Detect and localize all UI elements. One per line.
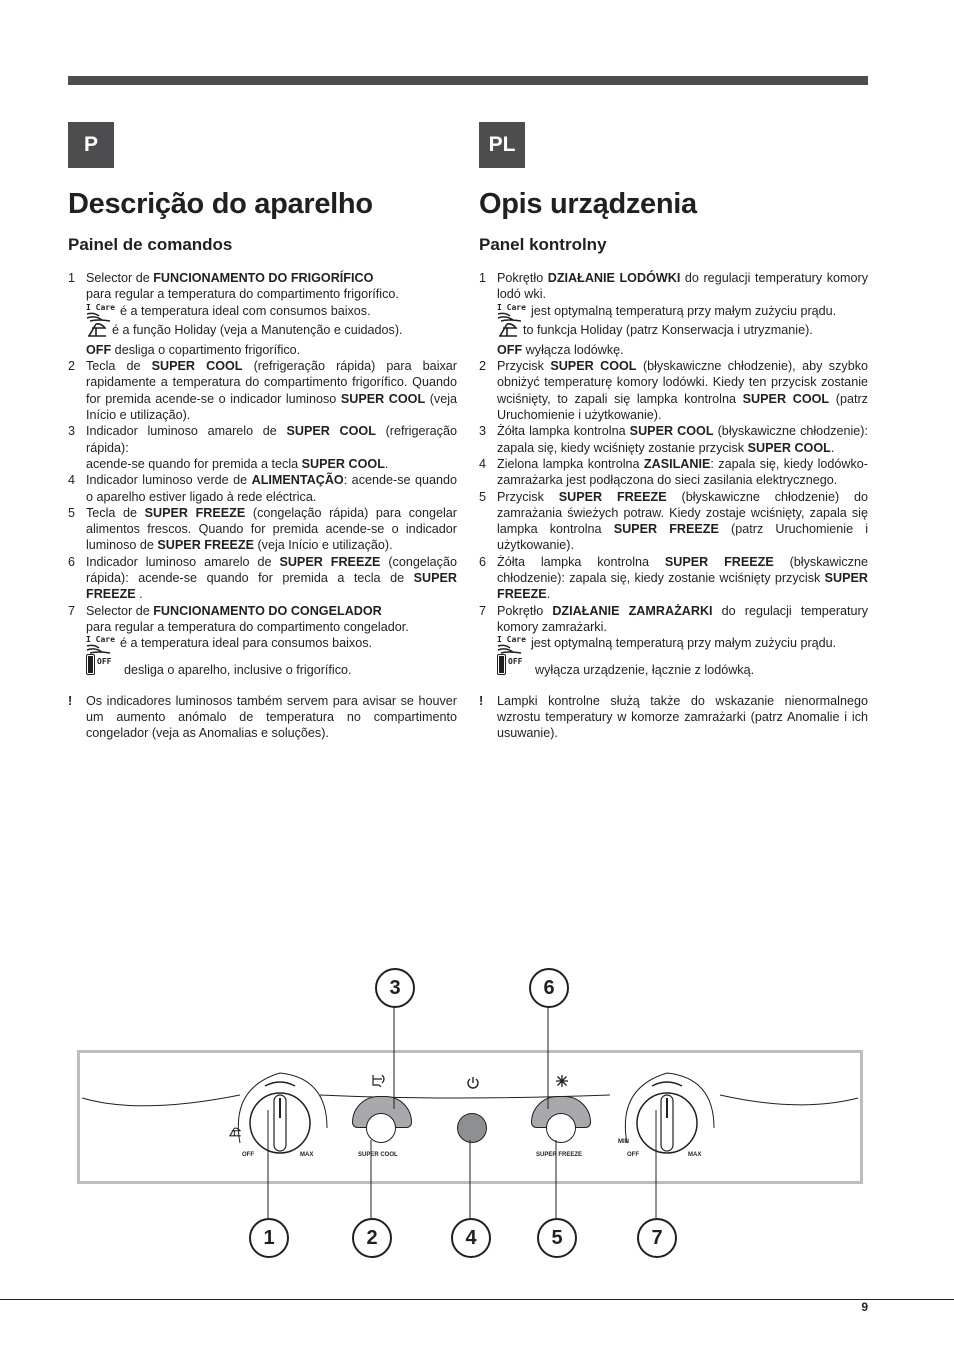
- language-badge-p: P: [68, 122, 114, 168]
- list-item-5: 5 Tecla de SUPER FREEZE (congelação rápida) para congelar alimentos frescos. Quando for premida acende-se o indicador luminoso de SUPER FREEZE (veja Início e utilização).: [68, 505, 458, 553]
- footer-rule: [0, 1299, 954, 1300]
- warning-note: ! Lampki kontrolne służą także do wskazanie nienormalnego wzrostu temperatury w komorze zamrażarki (patrz Anomalie i ich usuwanie).: [479, 693, 868, 741]
- callout-7: 7: [637, 1218, 677, 1258]
- i-care-icon: I Care: [497, 303, 527, 322]
- super-freeze-label: SUPER FREEZE: [536, 1152, 583, 1158]
- callout-1: 1: [249, 1218, 289, 1258]
- callout-3: 3: [375, 968, 415, 1008]
- i-care-icon: I Care: [86, 303, 116, 322]
- callout-5: 5: [537, 1218, 577, 1258]
- dial-label-max: MAX: [300, 1152, 314, 1158]
- list-item-5: 5 Przycisk SUPER FREEZE (błyskawiczne chłodzenie) do zamrażania świeżych potraw. Kiedy zostaje wciśnięty, zapala się lampka kontrolna SUPER FREEZE (patrz Uruchomienie i użytkowanie).: [479, 489, 869, 553]
- list-item-4: 4 Zielona lampka kontrolna ZASILANIE: zapala się, kiedy lodówko-zamrażarka jest podłączona do sieci zasilania elektrycznego.: [479, 456, 868, 488]
- callout-2: 2: [352, 1218, 392, 1258]
- i-care-icon: I Care: [497, 635, 527, 654]
- list-item-3: 3 Żółta lampka kontrolna SUPER COOL (błyskawiczne chłodzenie): zapala się, kiedy wciśnięty zostanie przycisk SUPER COOL.: [479, 424, 868, 455]
- off-icon: OFF: [86, 654, 120, 675]
- list-item-7: 7 Selector de FUNCIONAMENTO DO CONGELADOR para regular a temperatura do compartimento congelador. I Care é a temperatura ideal para consumos baixos. OFF desliga o aparelho, inclusive o frigorífico.: [68, 603, 409, 678]
- list-item-6: 6 Żółta lampka kontrolna SUPER FREEZE (błyskawiczne chłodzenie): zapala się, kiedy zostanie wciśnięty przycisk SUPER FREEZE.: [479, 554, 868, 602]
- page-title: Opis urządzenia: [479, 188, 697, 220]
- list-item-2: 2 Tecla de SUPER COOL (refrigeração rápida) para baixar rapidamente a temperatura do compartimento frigorífico. Quando for premida acende-se o indicador luminoso SUPER COOL (veja Início e utilização).: [68, 359, 458, 423]
- callout-4: 4: [451, 1218, 491, 1258]
- dial-label-off: OFF: [627, 1152, 639, 1158]
- list-item-6: 6 Indicador luminoso amarelo de SUPER FREEZE (congelação rápida): acende-se quando for premida a tecla de SUPER FREEZE .: [68, 554, 457, 602]
- exclamation-icon: !: [68, 693, 73, 708]
- warning-note: ! Os indicadores luminosos também servem para avisar se houver um aumento anómalo de temperatura no compartimento congelador (veja as Anomalias e soluções).: [68, 693, 457, 741]
- callout-6: 6: [529, 968, 569, 1008]
- language-badge-pl: PL: [479, 122, 525, 168]
- i-care-icon: I Care: [86, 635, 116, 654]
- dial-label-min: MIN: [618, 1139, 629, 1145]
- off-icon: OFF: [497, 654, 531, 675]
- dial-label-max: MAX: [688, 1152, 702, 1158]
- super-cool-label: SUPER COOL: [358, 1152, 398, 1158]
- exclamation-icon: !: [479, 693, 484, 708]
- page-title: Descrição do aparelho: [68, 188, 373, 220]
- section-title: Painel de comandos: [68, 235, 233, 254]
- dial-label-off: OFF: [242, 1152, 254, 1158]
- list-item-1: 1 Selector de FUNCIONAMENTO DO FRIGORÍFICO para regular a temperatura do compartimento frigorífico. I Care é a temperatura ideal com consumos baixos. é a função Holiday (veja a Manutenção e cuidados). OFF desliga o copartimento frigorífico.: [68, 271, 403, 357]
- list-item-3: 3 Indicador luminoso amarelo de SUPER COOL (refrigeração rápida): acende-se quando for premida a tecla SUPER COOL.: [68, 424, 457, 471]
- list-item-2: 2 Przycisk SUPER COOL (błyskawiczne chłodzenie), aby szybko obniżyć temperaturę komory lodówki. Kiedy ten przycisk zostanie wciśnięty, to zapali się lampka kontrolna SUPER COOL (patrz Uruchomienie i użytkowanie).: [479, 359, 869, 423]
- list-item-1: 1 Pokrętło DZIAŁANIE LODÓWKI do regulacji temperatury komory lodó wki. I Care jest optymalną temperaturą przy małym zużyciu prądu. to funkcja Holiday (patrz Konserwacja i utryzmanie). OFF wyłącza lodówkę.: [479, 271, 868, 357]
- page-number: 9: [861, 1300, 868, 1314]
- list-item-4: 4 Indicador luminoso verde de ALIMENTAÇÃO: acende-se quando o aparelho estiver ligado à rede eléctrica.: [68, 473, 457, 504]
- section-title: Panel kontrolny: [479, 235, 607, 254]
- list-item-7: 7 Pokrętło DZIAŁANIE ZAMRAŻARKI do regulacji temperatury komory zamrażarki. I Care jest optymalną temperaturą przy małym zużyciu prądu. OFF wyłącza urządzenie, łącznie z lodówką.: [479, 603, 869, 678]
